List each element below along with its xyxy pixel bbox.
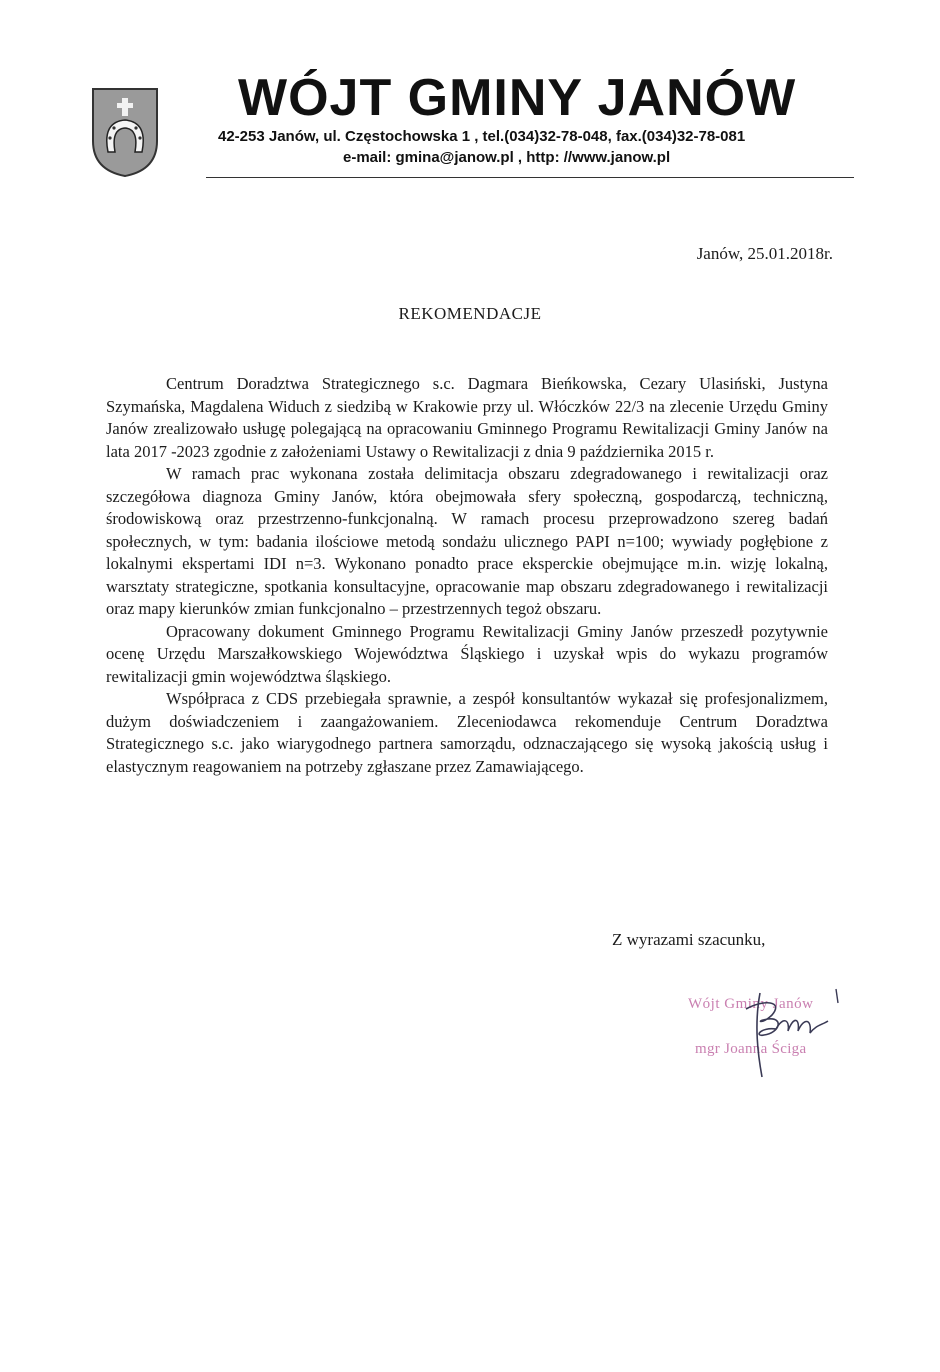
stamp-title: Wójt Gminy Janów [688,996,814,1012]
paragraph-1: Centrum Doradztwa Strategicznego s.c. Dagmara Bieńkowska, Cezary Ulasiński, Justyna Szymańska, Magdalena Widuch z siedzibą w Krakowie przy ul. Włóczków 22/3 na zlecenie Urzędu Gminy Janów zrealizowało usługę polegającą na opracowaniu Gminnego Programu Rewitalizacji Gminy Janów na lata 2017 -2023 zgodnie z założeniami Ustawy o Rewitalizacji z dnia 9 października 2015 r. [106,374,828,461]
handwritten-signature [724,985,844,1080]
letterhead-contact: e-mail: gmina@janow.pl , http: //www.janow.pl [343,149,671,166]
stamp-name: mgr Joanna Ściga [695,1041,807,1057]
letterhead-divider [206,177,854,178]
closing-salutation: Z wyrazami szacunku, [612,930,766,949]
document-title: REKOMENDACJE [398,304,542,323]
paragraph-3: Opracowany dokument Gminnego Programu Rewitalizacji Gminy Janów przeszedł pozytywnie ocenę Urzędu Marszałkowskiego Województwa Śląskiego i uzyskał wpis do wykazu programów rewitalizacji gmin województwa śląskiego. [106,621,828,686]
paragraph-2: W ramach prac wykonana została delimitacja obszaru zdegradowanego i rewitalizacji oraz szczegółowa diagnoza Gminy Janów, która obejmowała sfery społeczną, gospodarczą, techniczną, środowiskową oraz przestrzenno-funkcjonalną. W ramach procesu przeprowadzono szereg badań społecznych, w tym: badania ilościowe metodą sondażu ulicznego PAPI n=100; wywiady pogłębione z lokalnymi ekspertami IDI n=3. Wykonano ponadto prace eksperckie obejmujące m.in. wizję lokalną, warsztaty strategiczne, spotkania konsultacyjne, opracowanie map obszaru zdegradowanego i rewitalizacji oraz mapy kierunków zmian funkcjonalno – przestrzennych tegoż obszaru. [106,464,828,618]
letter-date: Janów, 25.01.2018r. [696,244,833,263]
coat-of-arms-icon [90,86,160,178]
letterhead-address: 42-253 Janów, ul. Częstochowska 1 , tel.(034)32-78-048, fax.(034)32-78-081 [218,128,746,145]
letterhead-title: WÓJT GMINY JANÓW [238,69,797,127]
paragraph-4: Współpraca z CDS przebiegała sprawnie, a zespół konsultantów wykazał się profesjonalizmem, dużym doświadczeniem i zaangażowaniem. Zleceniodawca rekomenduje Centrum Doradztwa Strategicznego s.c. jako wiarygodnego partnera samorządu, odznaczającego się wysoką jakością usług i elastycznym reagowaniem na potrzeby zgłaszane przez Zamawiającego. [106,689,828,776]
letter-body [106,373,828,778]
